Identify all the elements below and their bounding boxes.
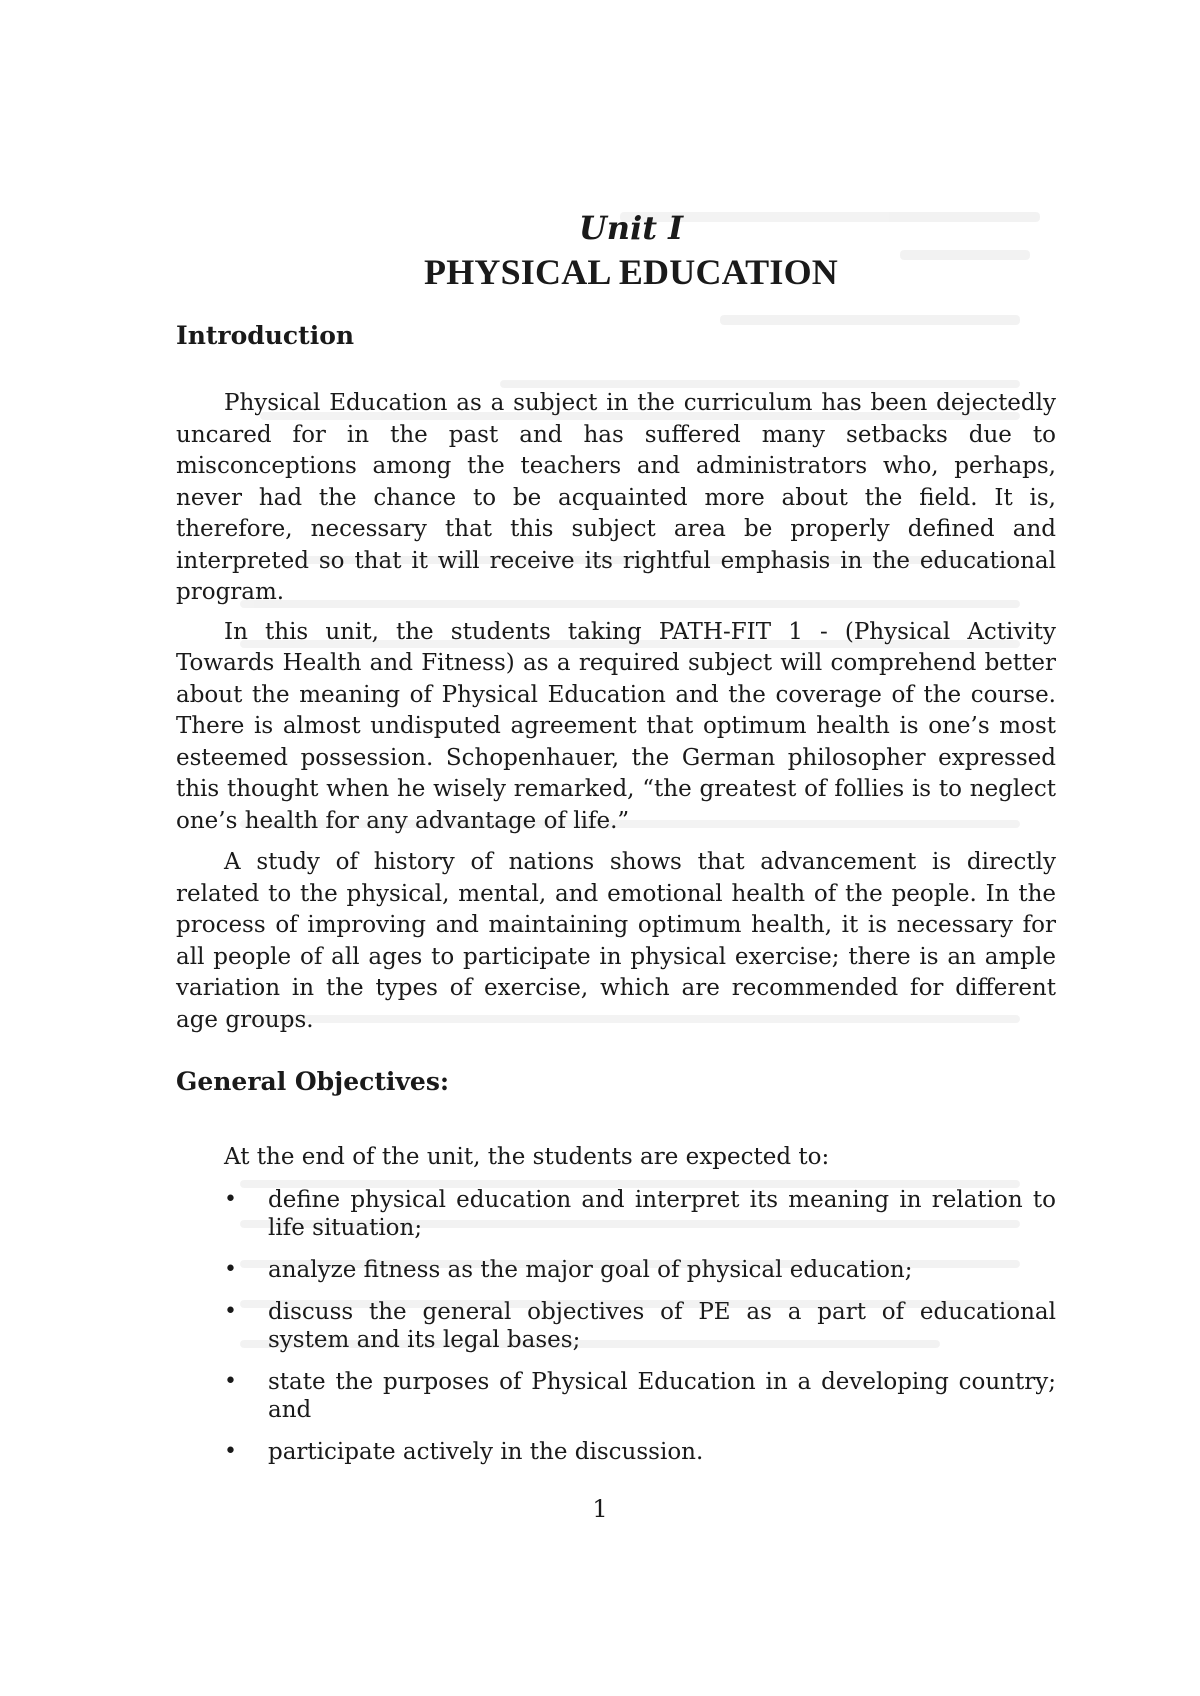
objective-text: state the purposes of Physical Education in a developing country; and: [268, 1368, 1056, 1423]
objective-item: [224, 1438, 1056, 1466]
unit-label: Unit I: [578, 209, 684, 247]
intro-paragraph: A study of history of nations shows that advancement is directly related to the physical, mental, and emotional health of the people. In the process of improving and maintaining optimum health, it is necessary for all people of all ages to participate in physical exercise; there is an ample variation in the types of exercise, which are recommended for different age groups.: [176, 849, 1056, 1033]
bullet-icon: •: [224, 1298, 237, 1324]
intro-paragraph: Physical Education as a subject in the curriculum has been dejectedly uncared for in the past and has suffered many setbacks due to misconceptions among the teachers and administrators who, perhaps, never had the chance to be acquainted more about the field. It is, therefore, necessary that this subject area be properly defined and interpreted so that it will receive its rightful emphasis in the educational program.: [176, 390, 1056, 605]
introduction-heading: Introduction: [176, 321, 355, 350]
bullet-icon: •: [224, 1186, 237, 1212]
objective-item: [224, 1256, 1056, 1284]
objective-text: participate actively in the discussion.: [268, 1438, 704, 1465]
objectives-list: [176, 1186, 1056, 1466]
objective-item: [224, 1186, 1056, 1242]
page-number: 1: [592, 1495, 608, 1523]
bullet-icon: •: [224, 1256, 237, 1282]
objective-text: analyze fitness as the major goal of physical education;: [268, 1256, 913, 1283]
objective-text: define physical education and interpret its meaning in relation to life situation;: [268, 1186, 1056, 1241]
bullet-icon: •: [224, 1368, 237, 1394]
objectives-lead: At the end of the unit, the students are expected to:: [224, 1144, 830, 1170]
objective-item: [224, 1368, 1056, 1424]
objectives-heading: General Objectives:: [176, 1067, 450, 1096]
document-page: [176, 208, 1056, 1480]
intro-paragraph: In this unit, the students taking PATH-FIT 1 - (Physical Activity Towards Health and Fitness) as a required subject will comprehend better about the meaning of Physical Education and the coverage of the course. There is almost undisputed agreement that optimum health is one’s most esteemed possession. Schopenhauer, the German philosopher expressed this thought when he wisely remarked, “the greatest of follies is to neglect one’s health for any advantage of life.”: [176, 618, 1056, 834]
objectives-section: [176, 1066, 1056, 1466]
objective-item: [224, 1298, 1056, 1354]
introduction-section: [176, 320, 1056, 1036]
unit-title: PHYSICAL EDUCATION: [424, 252, 838, 292]
bullet-icon: •: [224, 1438, 237, 1464]
objective-text: discuss the general objectives of PE as a part of educational system and its legal bases;: [268, 1298, 1056, 1353]
